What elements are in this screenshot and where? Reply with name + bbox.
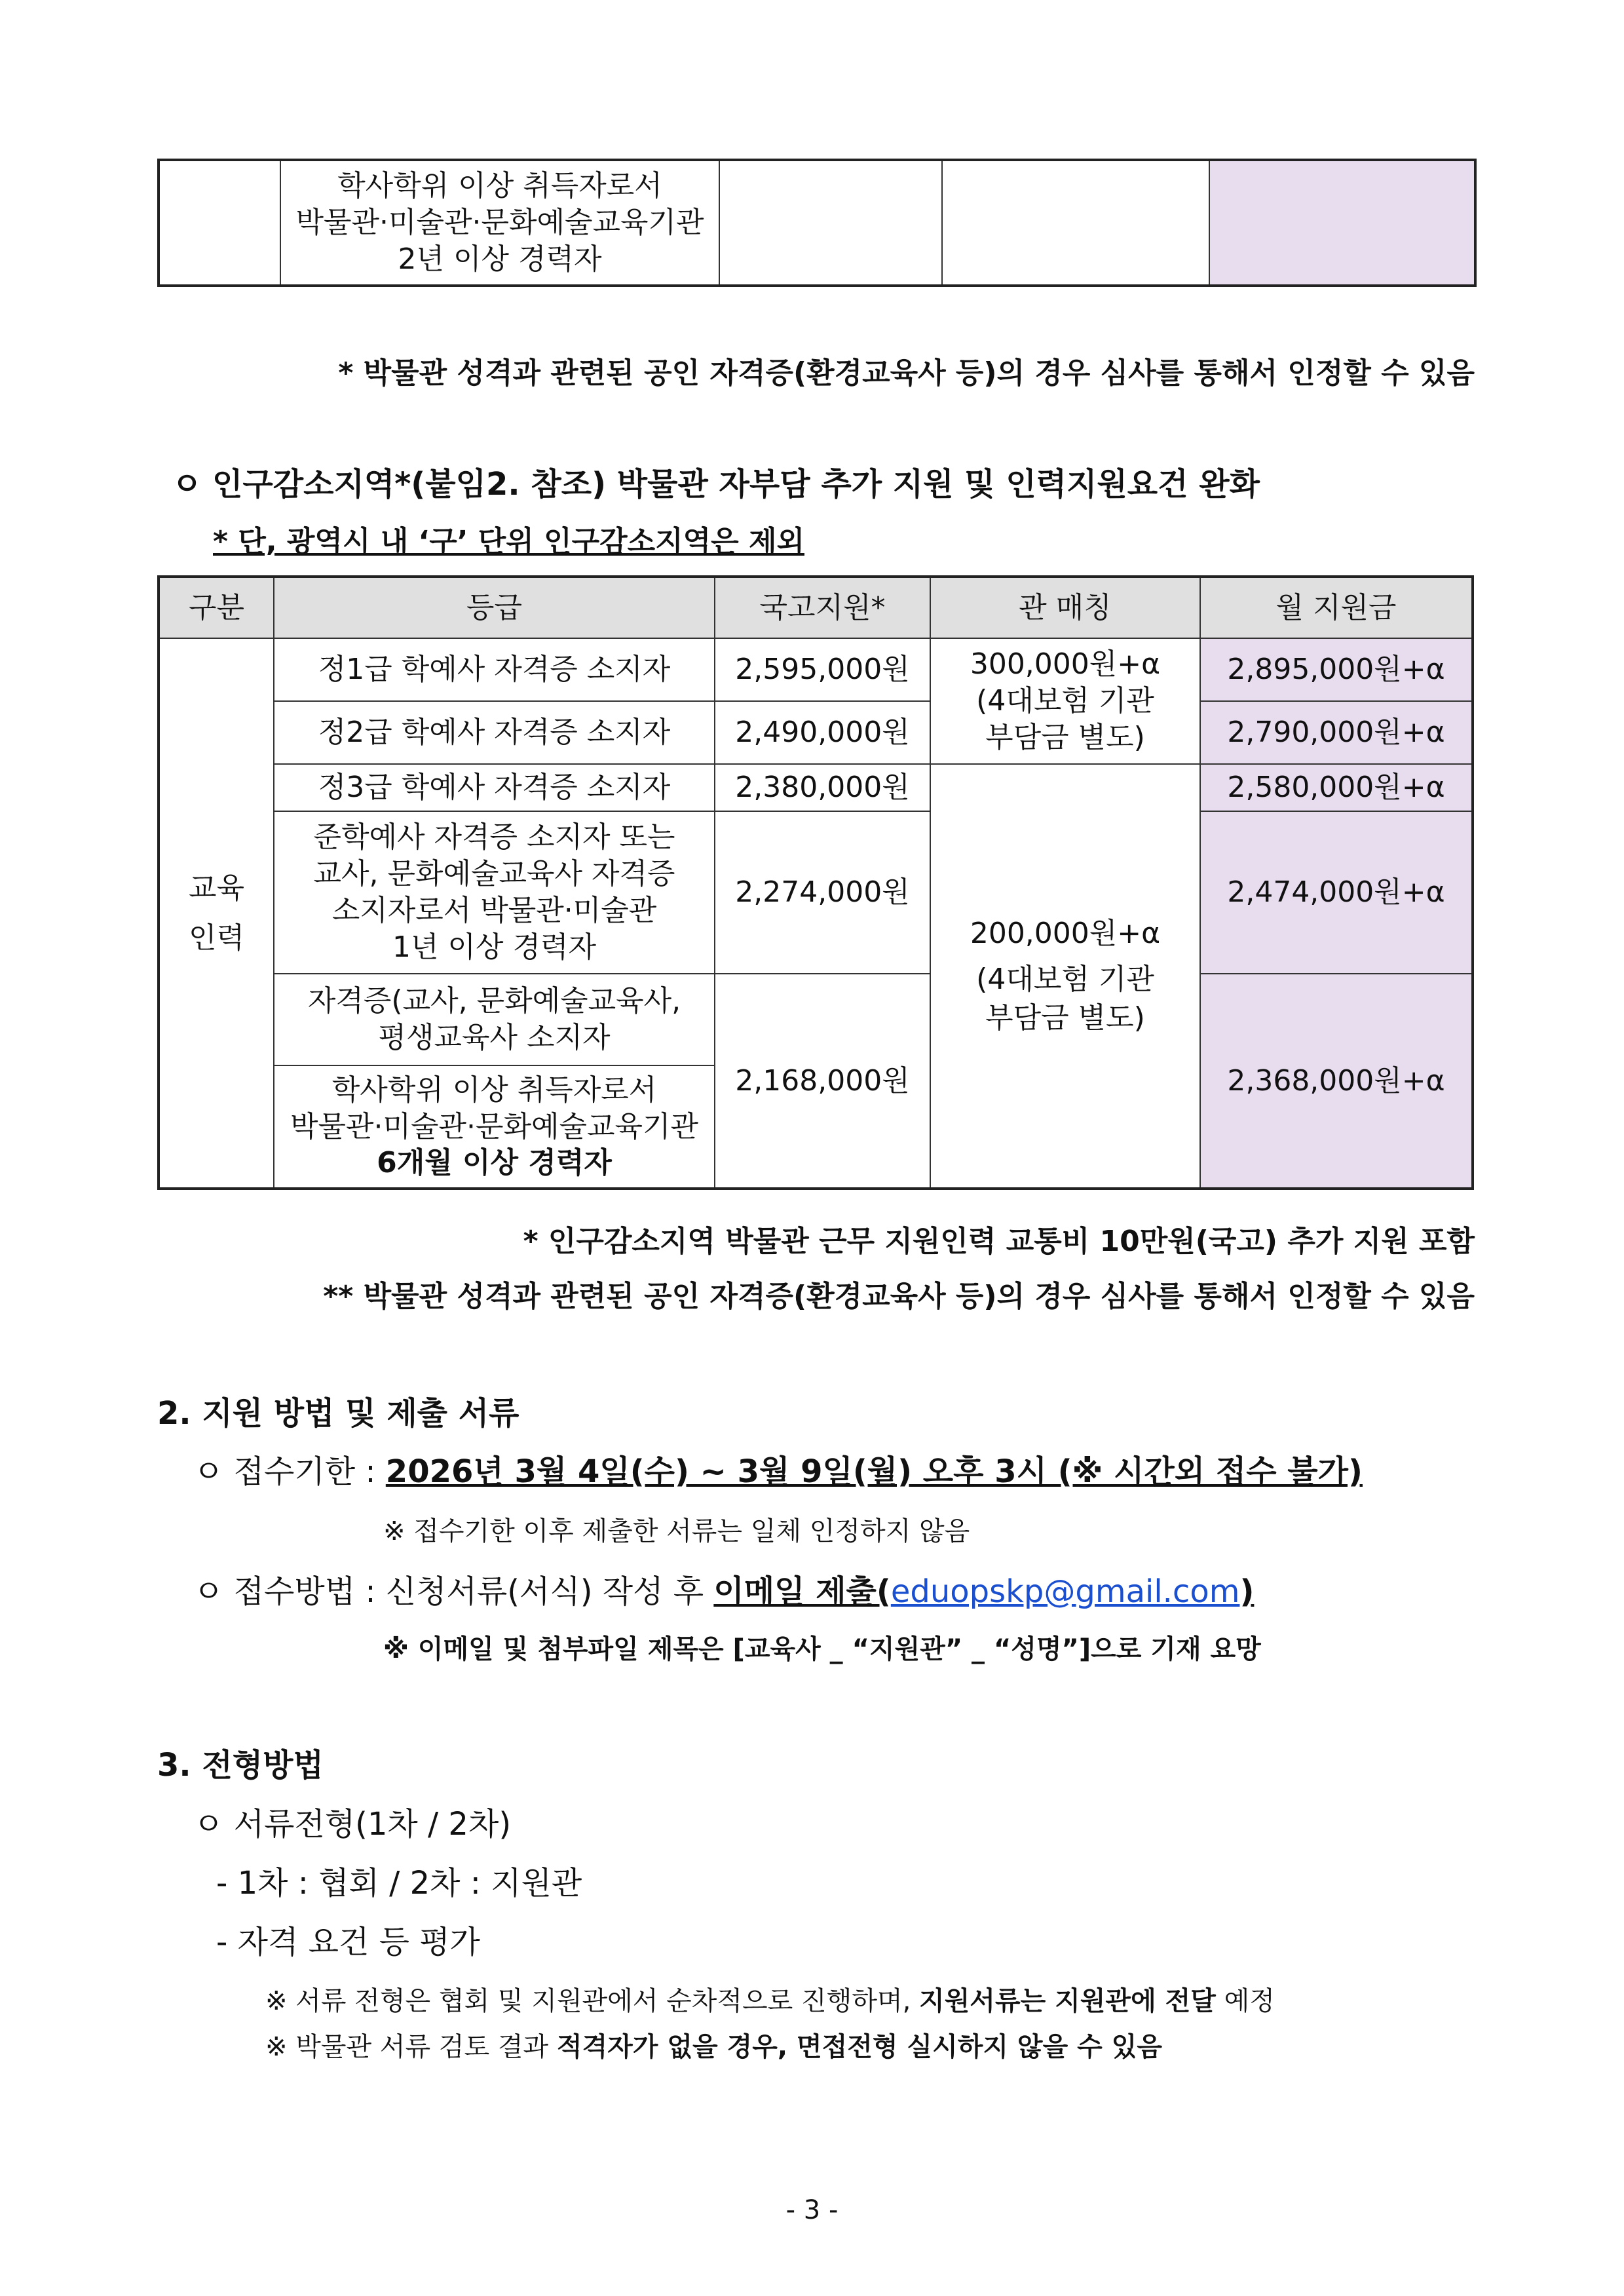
- monthly-cell: 2,895,000원+α: [1200, 638, 1473, 701]
- gov-cell: 2,274,000원: [715, 811, 930, 974]
- method-line: ㅇ 접수방법 : 신청서류(서식) 작성 후 이메일 제출(eduopskp@gmail.com): [193, 1573, 1255, 1610]
- email-link[interactable]: eduopskp@gmail.com: [890, 1573, 1240, 1610]
- grade-cell: 정3급 학예사 자격증 소지자: [274, 764, 715, 811]
- header-grade: 등급: [274, 577, 715, 638]
- support-table: [157, 575, 1474, 1190]
- deadline-line: ㅇ 접수기한 : 2026년 3월 4일(수) ~ 3월 9일(월) 오후 3시 (※ 시간외 접수 불가): [193, 1453, 1363, 1490]
- deadline-value: 2026년 3월 4일(수) ~ 3월 9일(월) 오후 3시 (※ 시간외 접수 불가): [385, 1453, 1363, 1490]
- header-match: 관 매칭: [930, 577, 1200, 638]
- section-depopulated-title: ㅇ 인구감소지역*(붙임2. 참조) 박물관 자부담 추가 지원 및 인력지원요건 완화: [172, 466, 1260, 503]
- monthly-cell: 2,580,000원+α: [1200, 764, 1473, 811]
- section3-title: 3. 전형방법: [157, 1747, 324, 1784]
- gov-cell: [719, 160, 942, 286]
- header-monthly: 월 지원금: [1200, 577, 1473, 638]
- section3-note2: ※ 박물관 서류 검토 결과 적격자가 없을 경우, 면접전형 실시하지 않을 수 있음: [265, 2032, 1162, 2062]
- section-depopulated-subnote: * 단, 광역시 내 ‘구’ 단위 인구감소지역은 제외: [213, 525, 804, 558]
- monthly-cell: 2,790,000원+α: [1200, 701, 1473, 764]
- match-cell: [942, 160, 1209, 286]
- section3-line3: - 자격 요건 등 평가: [216, 1924, 480, 1961]
- match-cell: 300,000원+α (4대보험 기관 부담금 별도): [930, 638, 1200, 764]
- gov-cell: 2,595,000원: [715, 638, 930, 701]
- gov-cell: 2,380,000원: [715, 764, 930, 811]
- category-cell: [159, 160, 280, 286]
- gov-cell: 2,168,000원: [715, 974, 930, 1189]
- note-certificate: ** 박물관 성격과 관련된 공인 자격증(환경교육사 등)의 경우 심사를 통해서 인정할 수 있음: [323, 1280, 1475, 1313]
- category-cell: 교육 인력: [159, 638, 274, 1189]
- section2-title: 2. 지원 방법 및 제출 서류: [157, 1395, 519, 1432]
- page-number: - 3 -: [785, 2195, 839, 2225]
- deadline-note: ※ 접수기한 이후 제출한 서류는 일체 인정하지 않음: [383, 1516, 970, 1546]
- monthly-cell: 2,368,000원+α: [1200, 974, 1473, 1189]
- grade-cell: 자격증(교사, 문화예술교육사, 평생교육사 소지자: [274, 974, 715, 1065]
- section3-line2: - 1차 : 협회 / 2차 : 지원관: [216, 1865, 582, 1902]
- match-cell: 200,000원+α (4대보험 기관 부담금 별도): [930, 764, 1200, 1189]
- gov-cell: 2,490,000원: [715, 701, 930, 764]
- grade-cell: 정2급 학예사 자격증 소지자: [274, 701, 715, 764]
- header-category: 구분: [159, 577, 274, 638]
- grade-cell: 정1급 학예사 자격증 소지자: [274, 638, 715, 701]
- section3-note1: ※ 서류 전형은 협회 및 지원관에서 순차적으로 진행하며, 지원서류는 지원관에 전달 예정: [265, 1986, 1275, 2016]
- monthly-cell: 2,474,000원+α: [1200, 811, 1473, 974]
- grade-cell: 준학예사 자격증 소지자 또는 교사, 문화예술교육사 자격증 소지자로서 박물관·미술관 1년 이상 경력자: [274, 811, 715, 974]
- grade-cell: 학사학위 이상 취득자로서 박물관·미술관·문화예술교육기관 6개월 이상 경력자: [274, 1065, 715, 1189]
- header-gov: 국고지원*: [715, 577, 930, 638]
- continuation-table: [157, 159, 1477, 287]
- section3-line1: ㅇ 서류전형(1차 / 2차): [193, 1806, 512, 1843]
- note-transport: * 인구감소지역 박물관 근무 지원인력 교통비 10만원(국고) 추가 지원 포함: [523, 1225, 1475, 1258]
- note-top: * 박물관 성격과 관련된 공인 자격증(환경교육사 등)의 경우 심사를 통해서 인정할 수 있음: [338, 356, 1475, 390]
- monthly-cell: [1209, 160, 1475, 286]
- grade-cell: 학사학위 이상 취득자로서 박물관·미술관·문화예술교육기관 2년 이상 경력자: [280, 160, 719, 286]
- method-note: ※ 이메일 및 첨부파일 제목은 [교육사 _ “지원관” _ “성명”]으로 기재 요망: [383, 1634, 1261, 1664]
